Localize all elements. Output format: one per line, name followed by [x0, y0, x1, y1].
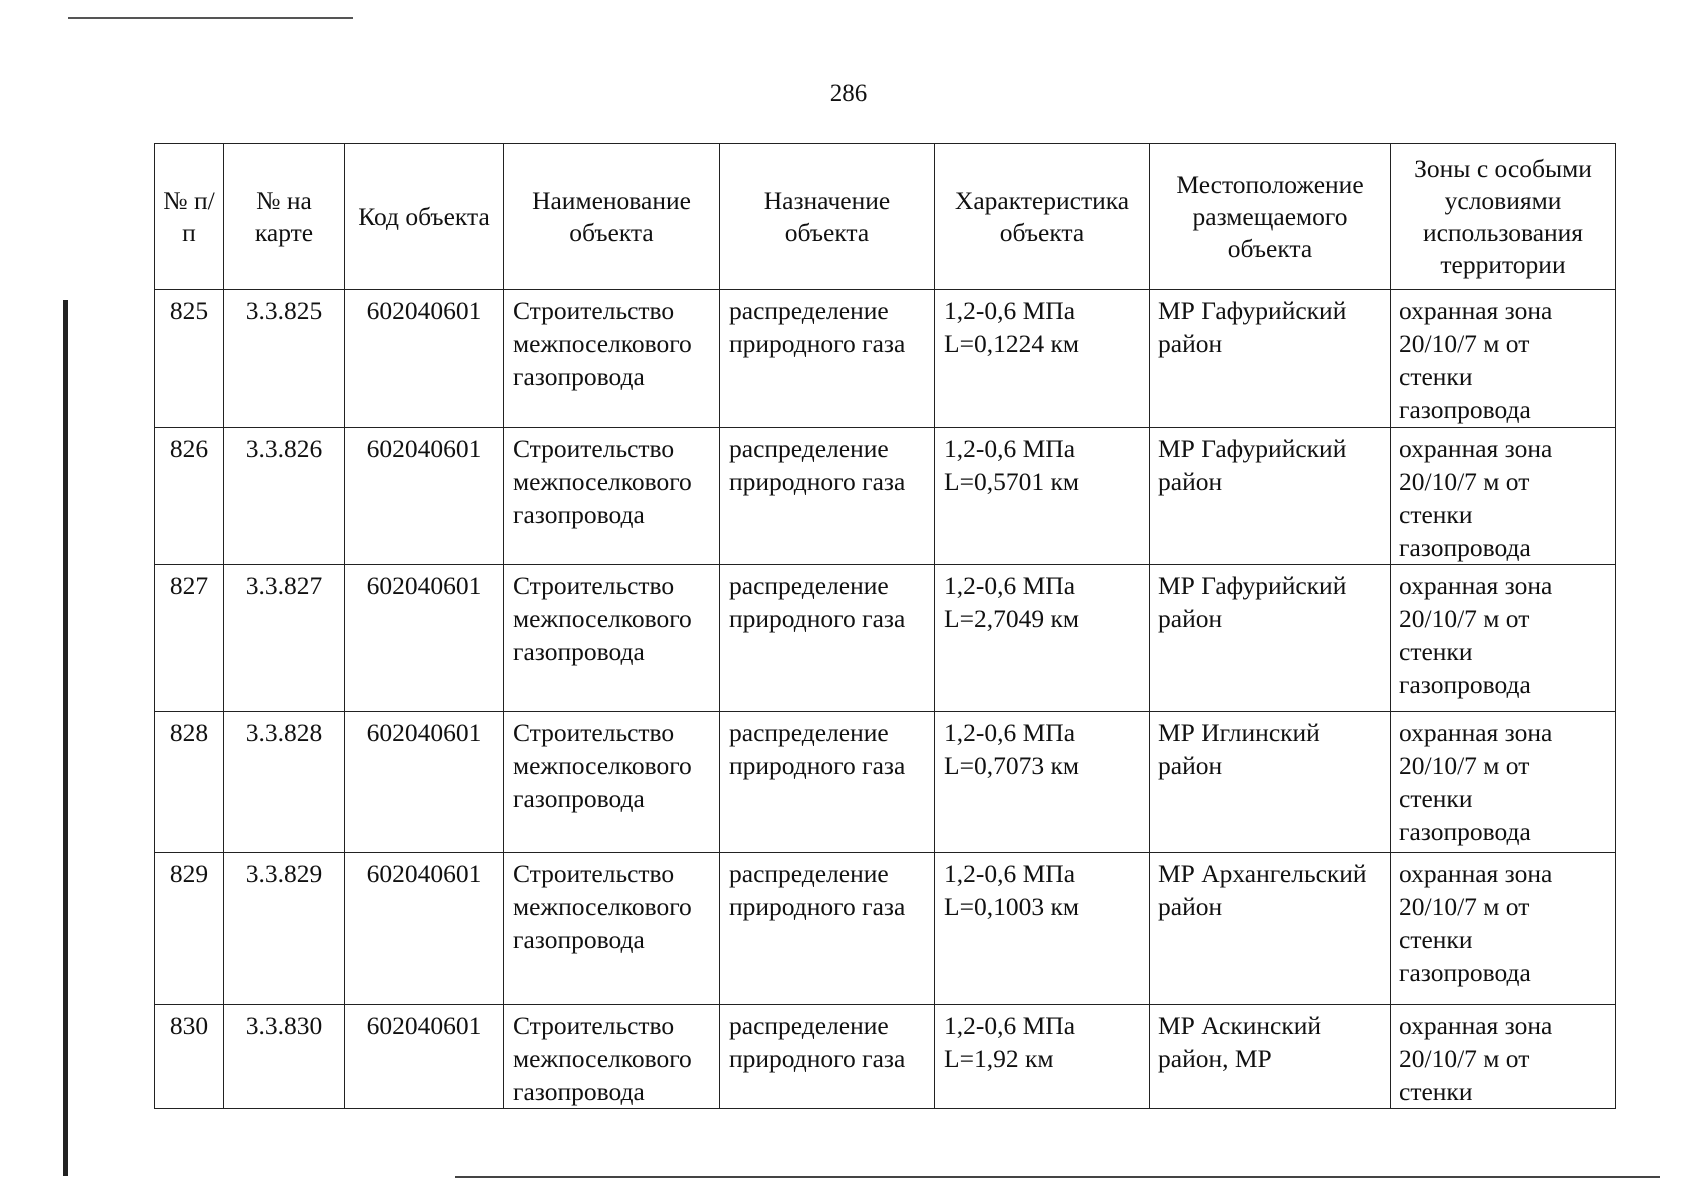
object-characteristic — [935, 853, 1150, 1005]
special-zone: охранная зона 20/10/7 м от стенки газопровода — [1391, 565, 1616, 712]
object-location: МР Архангельский район — [1150, 853, 1391, 1005]
table-row — [155, 853, 1616, 1005]
header-map-number: № на карте — [224, 144, 345, 290]
special-zone: охранная зона 20/10/7 м от стенки газопровода — [1391, 853, 1616, 1005]
object-location: МР Гафурийский район — [1150, 428, 1391, 565]
pressure-value: 1,2-0,6 МПа — [944, 1011, 1076, 1040]
scan-artifact-top-line — [68, 17, 353, 19]
object-location: МР Иглинский район — [1150, 712, 1391, 853]
objects-table — [154, 143, 1616, 1109]
object-code: 602040601 — [345, 1005, 504, 1109]
map-number: 3.3.826 — [224, 428, 345, 565]
object-purpose: распределение природного газа — [720, 1005, 935, 1109]
object-name: Строительство межпоселкового газопровода — [504, 712, 720, 853]
table-row — [155, 428, 1616, 565]
row-number: 826 — [155, 428, 224, 565]
row-number: 828 — [155, 712, 224, 853]
table-row — [155, 565, 1616, 712]
scan-artifact-bottom-line — [455, 1176, 1660, 1178]
object-code: 602040601 — [345, 712, 504, 853]
special-zone: охранная зона 20/10/7 м от стенки газопровода — [1391, 290, 1616, 428]
object-code: 602040601 — [345, 428, 504, 565]
header-object-code: Код объекта — [345, 144, 504, 290]
header-object-name: Наименование объекта — [504, 144, 720, 290]
object-purpose: распределение природного газа — [720, 712, 935, 853]
map-number: 3.3.827 — [224, 565, 345, 712]
row-number: 830 — [155, 1005, 224, 1109]
length-value: L=0,1224 км — [944, 329, 1079, 358]
page-number: 286 — [829, 80, 868, 107]
table-row — [155, 1005, 1616, 1109]
object-code: 602040601 — [345, 853, 504, 1005]
row-number: 825 — [155, 290, 224, 428]
map-number: 3.3.828 — [224, 712, 345, 853]
table-row — [155, 712, 1616, 853]
table-row — [155, 290, 1616, 428]
object-location: МР Аскинский район, МР — [1150, 1005, 1391, 1109]
object-characteristic — [935, 290, 1150, 428]
object-name: Строительство межпоселкового газопровода — [504, 853, 720, 1005]
length-value: L=1,92 км — [944, 1044, 1054, 1073]
object-name: Строительство межпоселкового газопровода — [504, 1005, 720, 1109]
header-object-characteristic: Характеристика объекта — [935, 144, 1150, 290]
object-name: Строительство межпоселкового газопровода — [504, 428, 720, 565]
pressure-value: 1,2-0,6 МПа — [944, 571, 1076, 600]
object-purpose: распределение природного газа — [720, 290, 935, 428]
length-value: L=0,5701 км — [944, 467, 1079, 496]
special-zone: охранная зона 20/10/7 м от стенки газопровода — [1391, 712, 1616, 853]
scan-artifact-left-edge — [63, 300, 68, 1176]
object-location: МР Гафурийский район — [1150, 565, 1391, 712]
header-object-location: Местоположение размещаемого объекта — [1150, 144, 1391, 290]
row-number: 829 — [155, 853, 224, 1005]
length-value: L=0,7073 км — [944, 751, 1079, 780]
row-number: 827 — [155, 565, 224, 712]
object-name: Строительство межпоселкового газопровода — [504, 290, 720, 428]
object-code: 602040601 — [345, 290, 504, 428]
map-number: 3.3.830 — [224, 1005, 345, 1109]
table-header-row — [155, 144, 1616, 290]
pressure-value: 1,2-0,6 МПа — [944, 718, 1076, 747]
header-special-zones: Зоны с особыми условиями использования территории — [1391, 144, 1616, 290]
object-characteristic — [935, 428, 1150, 565]
header-row-number: № п/п — [155, 144, 224, 290]
length-value: L=0,1003 км — [944, 892, 1079, 921]
object-location: МР Гафурийский район — [1150, 290, 1391, 428]
object-characteristic — [935, 1005, 1150, 1109]
object-characteristic — [935, 712, 1150, 853]
map-number: 3.3.825 — [224, 290, 345, 428]
object-name: Строительство межпоселкового газопровода — [504, 565, 720, 712]
object-purpose: распределение природного газа — [720, 428, 935, 565]
pressure-value: 1,2-0,6 МПа — [944, 296, 1076, 325]
object-purpose: распределение природного газа — [720, 853, 935, 1005]
object-characteristic — [935, 565, 1150, 712]
special-zone: охранная зона 20/10/7 м от стенки — [1391, 1005, 1616, 1109]
pressure-value: 1,2-0,6 МПа — [944, 434, 1076, 463]
pressure-value: 1,2-0,6 МПа — [944, 859, 1076, 888]
length-value: L=2,7049 км — [944, 604, 1079, 633]
object-purpose: распределение природного газа — [720, 565, 935, 712]
object-code: 602040601 — [345, 565, 504, 712]
header-object-purpose: Назначение объекта — [720, 144, 935, 290]
special-zone: охранная зона 20/10/7 м от стенки газопровода — [1391, 428, 1616, 565]
map-number: 3.3.829 — [224, 853, 345, 1005]
